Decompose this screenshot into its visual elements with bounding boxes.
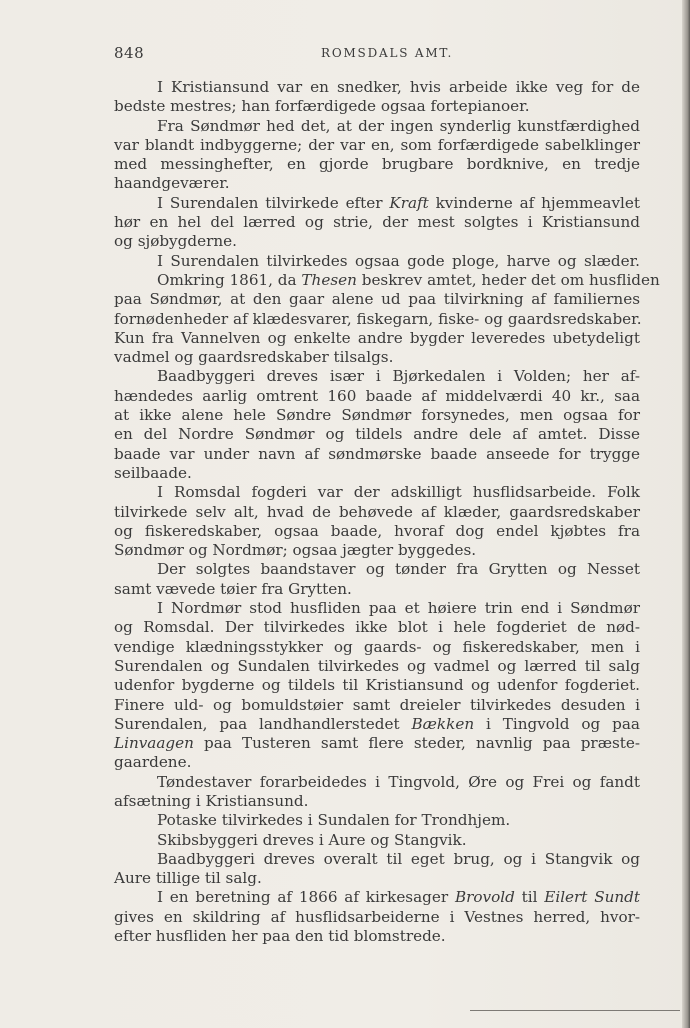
text-line xyxy=(114,773,640,792)
text-line xyxy=(114,252,640,271)
running-head: ROMSDALS AMT. xyxy=(321,46,454,60)
text-line xyxy=(114,78,640,97)
text-segment: kvinderne af hjemmeavlet xyxy=(428,193,640,212)
text-segment: tilvirkede selv alt, hvad de behøvede af klæder, gaardsredskaber xyxy=(114,502,640,521)
text-line xyxy=(114,270,660,290)
text-segment: Fra Søndmør hed det, at der ingen synderlig kunstfærdighed xyxy=(157,116,640,135)
text-segment: Surendalen, paa landhandlerstedet xyxy=(114,714,412,733)
text-segment: udenfor bygderne og tildels til Kristiansund og udenfor fogderiet. xyxy=(114,676,640,695)
text-line xyxy=(114,734,640,753)
text-line xyxy=(114,174,640,193)
text-segment: I Romsdal fogderi var der adskilligt husflidsarbeide. Folk xyxy=(157,483,640,502)
text-segment: I en beretning af 1866 af kirkesager xyxy=(157,888,455,907)
footer-rule xyxy=(470,1010,680,1011)
body-text xyxy=(114,78,660,946)
text-segment: Der solgtes baandstaver og tønder fra Grytten og Nesset xyxy=(157,560,640,579)
text-line xyxy=(114,541,640,560)
italic-name: Eilert Sundt xyxy=(544,888,640,907)
text-segment: og sjøbygderne. xyxy=(114,232,237,251)
italic-name: Linvaagen xyxy=(114,734,194,753)
text-line xyxy=(114,329,640,348)
text-segment: fornødenheder af klædesvarer, fiskegarn, fiske- og gaardsredskaber. xyxy=(114,309,642,328)
text-segment: i Tingvold og paa xyxy=(474,714,640,733)
text-segment: bedste mestres; han forfærdigede ogsaa fortepianoer. xyxy=(114,97,530,116)
text-segment: seilbaade. xyxy=(114,463,192,482)
text-segment: med messinghefter, en gjorde brugbare bordknive, en tredje xyxy=(114,155,640,174)
text-line xyxy=(114,811,640,830)
text-line xyxy=(114,715,640,734)
text-line xyxy=(114,117,640,136)
text-line xyxy=(114,676,640,695)
text-line xyxy=(114,850,640,869)
text-line xyxy=(114,580,640,599)
text-segment: vadmel og gaardsredskaber tilsalgs. xyxy=(114,348,394,367)
text-segment: til xyxy=(514,888,545,907)
text-segment: gaardene. xyxy=(114,753,192,772)
text-segment: Baadbyggeri dreves især i Bjørkedalen i Volden; her af- xyxy=(157,367,640,386)
text-line xyxy=(114,657,640,676)
text-segment: hør en hel del lærred og strie, der mest solgtes i Kristiansund xyxy=(114,213,640,232)
text-line xyxy=(114,753,640,772)
italic-name: Kraft xyxy=(389,193,429,212)
text-line xyxy=(114,831,640,850)
text-line xyxy=(114,155,640,174)
text-segment: efter husfliden her paa den tid blomstrede. xyxy=(114,927,446,946)
text-line xyxy=(114,406,640,425)
text-line xyxy=(114,618,640,637)
text-line xyxy=(114,348,640,367)
text-line xyxy=(114,888,640,907)
text-segment: Aure tillige til salg. xyxy=(114,869,262,888)
text-line xyxy=(114,290,640,309)
italic-name: Bækken xyxy=(411,714,475,733)
text-line xyxy=(114,367,640,386)
text-segment: Søndmør og Nordmør; ogsaa jægter byggedes. xyxy=(114,541,477,560)
text-line xyxy=(114,232,640,251)
page-header xyxy=(114,44,640,64)
text-segment: paa Søndmør, at den gaar alene ud paa tilvirkning af familiernes xyxy=(114,290,640,309)
text-segment: I Nordmør stod husfliden paa et høiere trin end i Søndmør xyxy=(157,599,640,618)
text-segment: og fiskeredskaber, ogsaa baade, hvoraf dog endel kjøbtes fra xyxy=(114,521,640,540)
italic-name: Thesen xyxy=(301,270,357,289)
text-line xyxy=(114,425,640,444)
text-segment: beskrev amtet, heder det om husfliden xyxy=(356,270,660,289)
text-line xyxy=(114,638,640,657)
text-line xyxy=(114,792,640,811)
text-segment: vendige klædningsstykker og gaards- og fiskeredskaber, men i xyxy=(114,637,640,656)
text-segment: Surendalen og Sundalen tilvirkedes og vadmel og lærred til salg xyxy=(114,656,640,675)
text-segment: var blandt indbyggerne; der var en, som forfærdigede sabelklinger xyxy=(114,135,640,154)
text-segment: at ikke alene hele Søndre Søndmør forsynedes, men ogsaa for xyxy=(114,406,640,425)
text-segment: og Romsdal. Der tilvirkedes ikke blot i hele fogderiet de nød- xyxy=(114,618,640,637)
text-line xyxy=(114,445,640,464)
text-segment: Tøndestaver forarbeidedes i Tingvold, Øre og Frei og fandt xyxy=(157,772,640,791)
text-line xyxy=(114,503,640,522)
text-segment: I Kristiansund var en snedker, hvis arbeide ikke veg for de xyxy=(157,78,640,96)
text-line xyxy=(114,560,640,579)
text-segment: paa Tusteren samt flere steder, navnlig paa præste- xyxy=(193,734,640,753)
text-line xyxy=(114,599,640,618)
text-line xyxy=(114,464,640,483)
text-line xyxy=(114,927,640,946)
text-segment: Skibsbyggeri dreves i Aure og Stangvik. xyxy=(157,830,467,849)
text-segment: samt vævede tøier fra Grytten. xyxy=(114,579,352,598)
text-segment: I Surendalen tilvirkedes ogsaa gode ploge, harve og slæder. xyxy=(157,251,640,270)
text-line xyxy=(114,908,640,927)
text-segment: gives en skildring af husflidsarbeiderne i Vestnes herred, hvor- xyxy=(114,907,640,926)
text-segment: haandgeværer. xyxy=(114,174,230,193)
text-segment: afsætning i Kristiansund. xyxy=(114,791,309,810)
text-line xyxy=(114,483,640,502)
text-line xyxy=(114,194,640,213)
text-segment: I Surendalen tilvirkede efter xyxy=(157,193,390,212)
text-line xyxy=(114,869,640,888)
text-line xyxy=(114,213,640,232)
text-line xyxy=(114,696,640,715)
text-segment: baade var under navn af søndmørske baade anseede for trygge xyxy=(114,444,640,463)
text-segment: Potaske tilvirkedes i Sundalen for Trondhjem. xyxy=(157,811,511,830)
text-segment: Baadbyggeri dreves overalt til eget brug, og i Stangvik og xyxy=(157,849,640,868)
text-line xyxy=(114,136,640,155)
text-segment: Finere uld- og bomuldstøier samt dreieler tilvirkedes desuden i xyxy=(114,695,640,714)
page-edge-shadow xyxy=(682,0,690,1028)
text-segment: en del Nordre Søndmør og tildels andre dele af amtet. Disse xyxy=(114,425,640,444)
page-number: 848 xyxy=(114,44,145,62)
text-segment: Kun fra Vannelven og enkelte andre bygder leveredes ubetydeligt xyxy=(114,328,640,347)
text-segment: hændedes aarlig omtrent 160 baade af middelværdi 40 kr., saa xyxy=(114,386,640,405)
text-line xyxy=(114,97,640,116)
text-line xyxy=(114,310,640,329)
italic-name: Brovold xyxy=(454,888,515,907)
text-line xyxy=(114,387,640,406)
text-segment: Omkring 1861, da xyxy=(157,270,302,289)
text-line xyxy=(114,522,640,541)
